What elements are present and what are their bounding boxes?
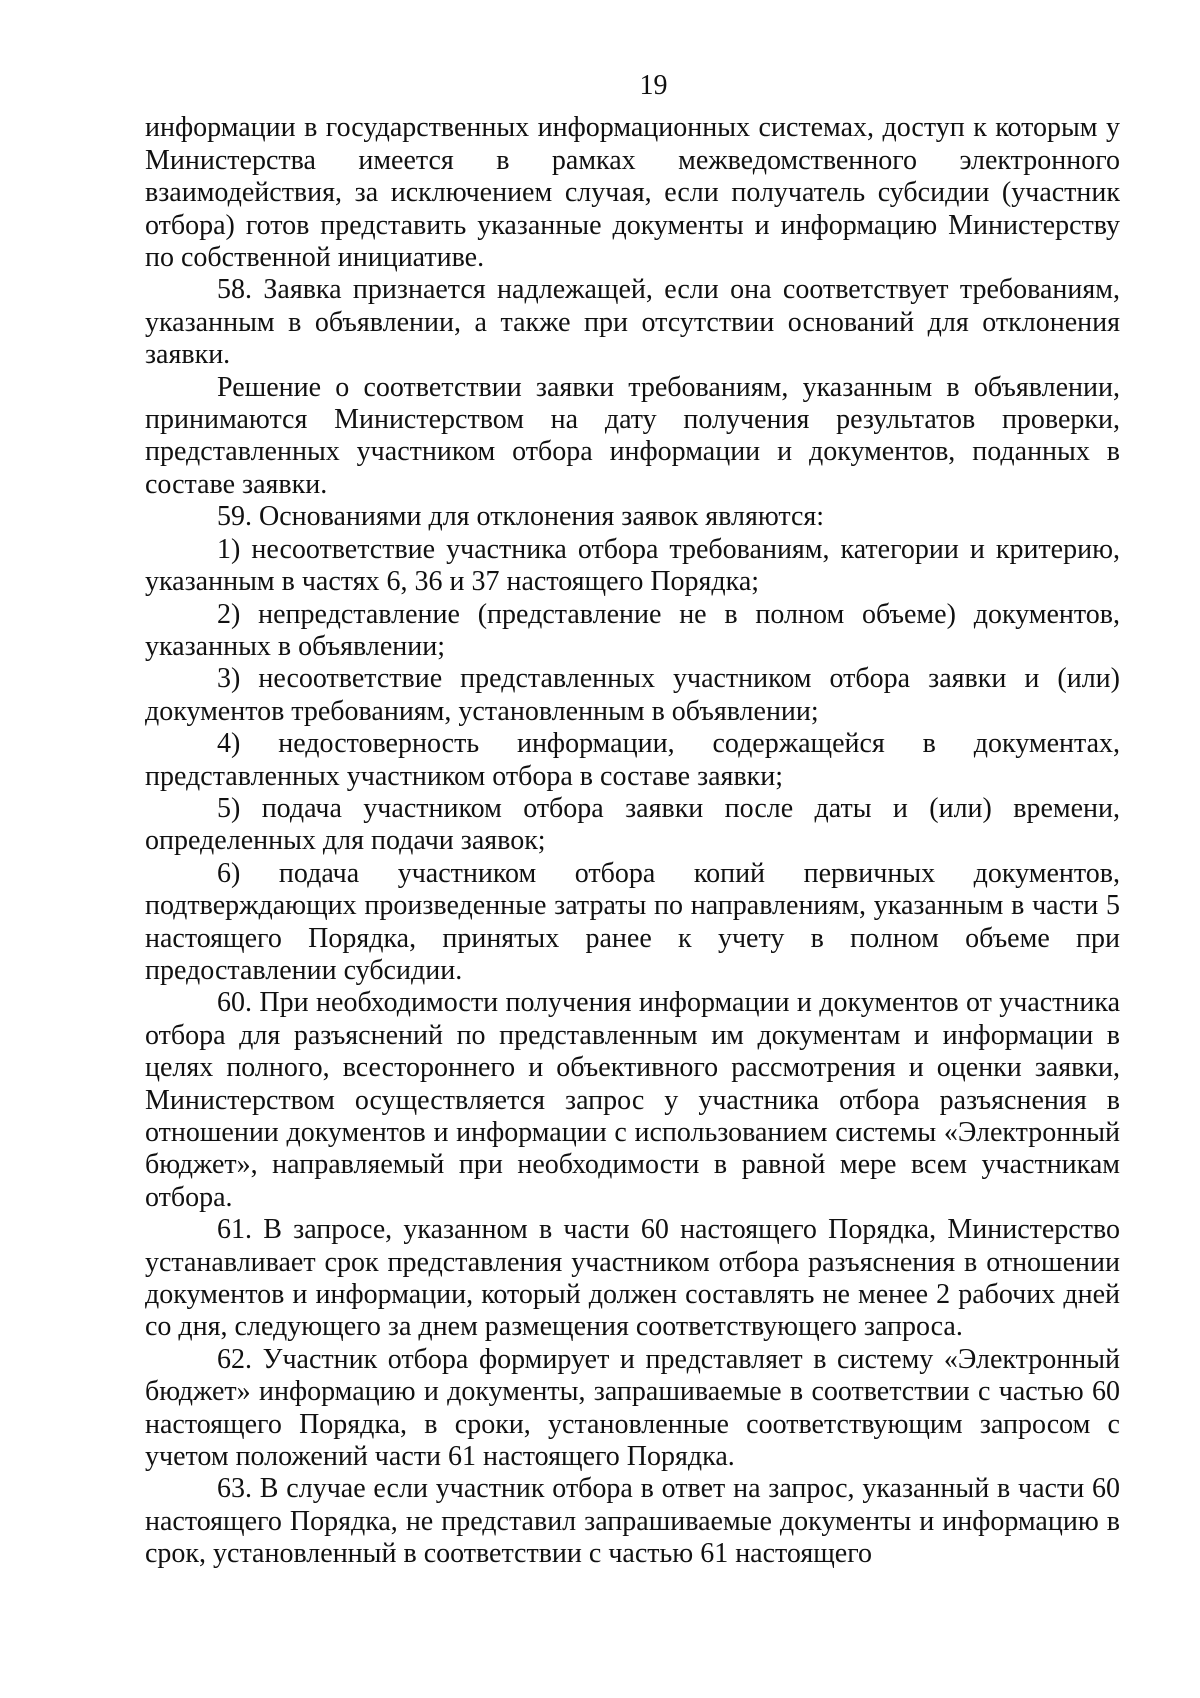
list-item-59-5: 5) подача участником отбора заявки после даты и (или) времени, определенных для подачи заявок; (145, 792, 1120, 857)
list-item-59-3: 3) несоответствие представленных участником отбора заявки и (или) документов требованиям, установленным в объявлении; (145, 663, 1120, 727)
list-item-59-4: 4) недостоверность информации, содержащейся в документах, представленных участником отбора в составе заявки; (145, 728, 1120, 792)
paragraph-58: 58. Заявка признается надлежащей, если она соответствует требованиям, указанным в объявлении, а также при отсутствии оснований для отклонения заявки. (145, 274, 1120, 371)
paragraph-59: 59. Основаниями для отклонения заявок являются: (217, 501, 825, 533)
list-item-59-1: 1) несоответствие участника отбора требованиям, категории и критерию, указанным в частях 6, 36 и 37 настоящего Порядка; (145, 533, 1120, 598)
paragraph-63: 63. В случае если участник отбора в ответ на запрос, указанный в части 60 настоящего Порядка, не представил запрашиваемые документы и информацию в срок, установленный в соответствии с частью 61 настоящего (145, 1473, 1120, 1570)
paragraph-continuation: информации в государственных информационных системах, доступ к которым у Министерства имеется в рамках межведомственного электронного взаимодействия, за исключением случая, если получатель субсидии (участник отбора) готов представить указанные документы и информацию Министерству по собственной инициативе. (145, 112, 1120, 274)
paragraph-62: 62. Участник отбора формирует и представляет в систему «Электронный бюджет» информацию и документы, запрашиваемые в соответствии с частью 60 настоящего Порядка, в сроки, установленные соответствующим запросом с учетом положений части 61 настоящего Порядка. (145, 1343, 1120, 1473)
document-page (145, 70, 1120, 1571)
paragraph-60: 60. При необходимости получения информации и документов от участника отбора для разъяснений по представленным им документам и информации в целях полного, всестороннего и объективного рассмотрения и оценки заявки, Министерством осуществляется запрос у участника отбора разъяснения в отношении документов и информации с использованием системы «Электронный бюджет», направляемый при необходимости в равной мере всем участникам отбора. (145, 987, 1120, 1213)
paragraph-61: 61. В запросе, указанном в части 60 настоящего Порядка, Министерство устанавливает срок представления участником отбора разъяснения в отношении документов и информации, который должен составлять не менее 2 рабочих дней со дня, следующего за днем размещения соответствующего запроса. (145, 1214, 1120, 1343)
list-item-59-6: 6) подача участником отбора копий первичных документов, подтверждающих произведенные затраты по направлениям, указанным в части 5 настоящего Порядка, принятых ранее к учету в полном объеме при предоставлении субсидии. (145, 857, 1120, 986)
list-item-59-2: 2) непредставление (представление не в полном объеме) документов, указанных в объявлении; (145, 598, 1120, 662)
page-number: 19 (639, 70, 668, 101)
paragraph-decision: Решение о соответствии заявки требованиям, указанным в объявлении, принимаются Министерством на дату получения результатов проверки, представленных участником отбора информации и документов, поданных в составе заявки. (145, 371, 1120, 500)
